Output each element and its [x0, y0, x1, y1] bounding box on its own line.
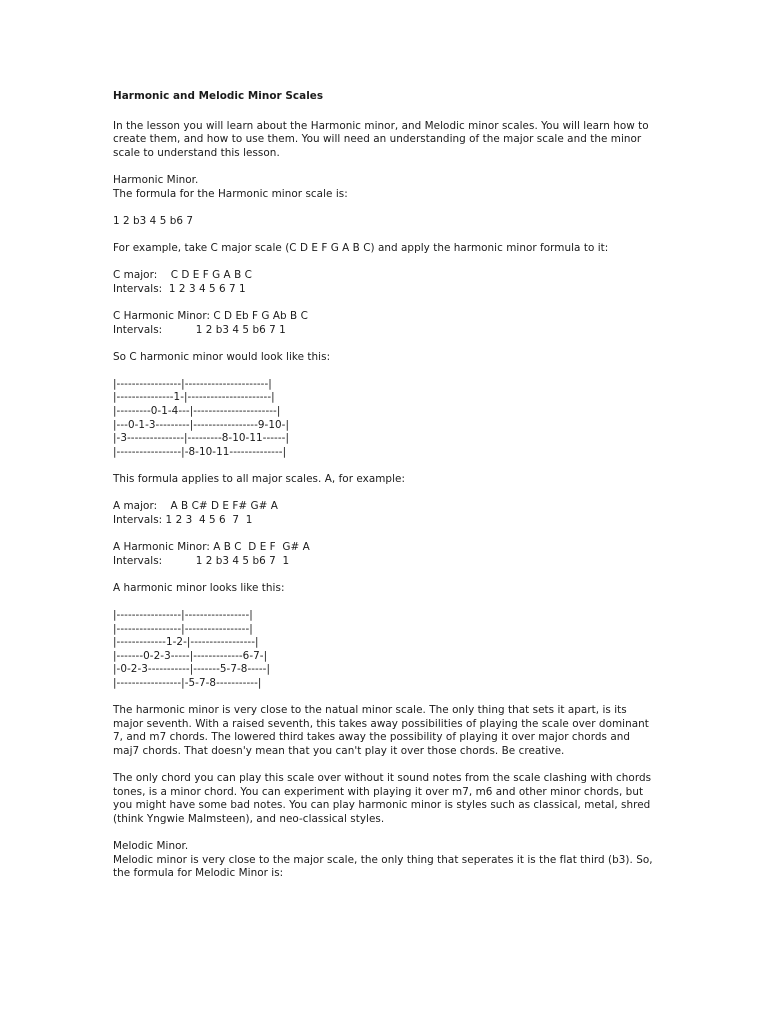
applies-text: This formula applies to all major scales. A, for example:: [113, 473, 406, 486]
tab-line: |-----------------|-----------------|: [113, 622, 253, 635]
tab-line: |-----------------|----------------------|: [113, 377, 272, 390]
document-page: [113, 90, 658, 894]
melodic-section: [113, 840, 658, 881]
harmonic-usage: The only chord you can play this scale over without it sound notes from the scale clashing with chords tones, is a minor chord. You can experiment with playing it over m7, m6 and other minor chords, but you might have some bad notes. You can play harmonic minor is styles such as classical, metal, shred (think Yngwie Malmsteen), and neo-classical styles.: [113, 772, 655, 825]
a-harmonic-block: [113, 541, 658, 568]
c-harmonic-notes: C Harmonic Minor: C D Eb F G Ab B C: [113, 309, 308, 322]
harmonic-heading: Harmonic Minor.: [113, 173, 199, 186]
a-harmonic-tab: [113, 609, 658, 691]
harmonic-formula: 1 2 b3 4 5 b6 7: [113, 214, 194, 227]
tab-line: |---0-1-3---------|-----------------9-10-|: [113, 418, 289, 431]
a-major-intervals: Intervals: 1 2 3 4 5 6 7 1: [113, 513, 253, 526]
tab-line: |-------------1-2-|-----------------|: [113, 636, 259, 649]
document-title: Harmonic and Melodic Minor Scales: [113, 90, 324, 102]
tab-line: |-----------------|-5-7-8-----------|: [113, 676, 262, 689]
tab-line: |-3---------------|---------8-10-11------|: [113, 432, 289, 445]
c-major-notes: C major: C D E F G A B C: [113, 269, 252, 282]
c-harmonic-intervals: Intervals: 1 2 b3 4 5 b6 7 1: [113, 323, 286, 336]
melodic-text: Melodic minor is very close to the major scale, the only thing that seperates it is the flat third (b3). So, the formula for Melodic Minor is:: [113, 853, 657, 880]
example-intro: For example, take C major scale (C D E F G A B C) and apply the harmonic minor formula to it:: [113, 241, 609, 254]
tab-line: |---------------1-|----------------------|: [113, 391, 275, 404]
c-look-text: So C harmonic minor would look like this:: [113, 350, 331, 363]
harmonic-formula-intro: The formula for the Harmonic minor scale is:: [113, 187, 348, 200]
intro-paragraph: In the lesson you will learn about the Harmonic minor, and Melodic minor scales. You will learn how to create them, and how to use them. You will need an understanding of the major scale and the minor scale to understand this lesson.: [113, 119, 653, 159]
a-major-notes: A major: A B C# D E F# G# A: [113, 500, 278, 513]
c-harmonic-block: [113, 310, 658, 337]
a-harmonic-intervals: Intervals: 1 2 b3 4 5 b6 7 1: [113, 554, 290, 567]
harmonic-description: The harmonic minor is very close to the natual minor scale. The only thing that sets it apart, is its major seventh. With a raised seventh, this takes away possibilities of playing the scale over dominant 7, and m7 chords. The lowered third takes away the possibility of playing it over major chords and maj7 chords. That doesn'y mean that you can't play it over those chords. Be creative.: [113, 704, 653, 757]
c-major-block: [113, 269, 658, 296]
tab-line: |-0-2-3-----------|-------5-7-8-----|: [113, 663, 270, 676]
tab-line: |---------0-1-4---|----------------------|: [113, 405, 281, 418]
harmonic-section: [113, 174, 658, 201]
a-harmonic-notes: A Harmonic Minor: A B C D E F G# A: [113, 541, 310, 553]
c-major-intervals: Intervals: 1 2 3 4 5 6 7 1: [113, 282, 246, 295]
a-look-text: A harmonic minor looks like this:: [113, 581, 285, 594]
melodic-heading: Melodic Minor.: [113, 840, 189, 853]
tab-line: |-----------------|-----------------|: [113, 608, 253, 621]
tab-line: |-----------------|-8-10-11--------------|: [113, 445, 287, 458]
tab-line: |-------0-2-3-----|-------------6-7-|: [113, 649, 268, 662]
a-major-block: [113, 500, 658, 527]
c-harmonic-tab: [113, 378, 658, 460]
